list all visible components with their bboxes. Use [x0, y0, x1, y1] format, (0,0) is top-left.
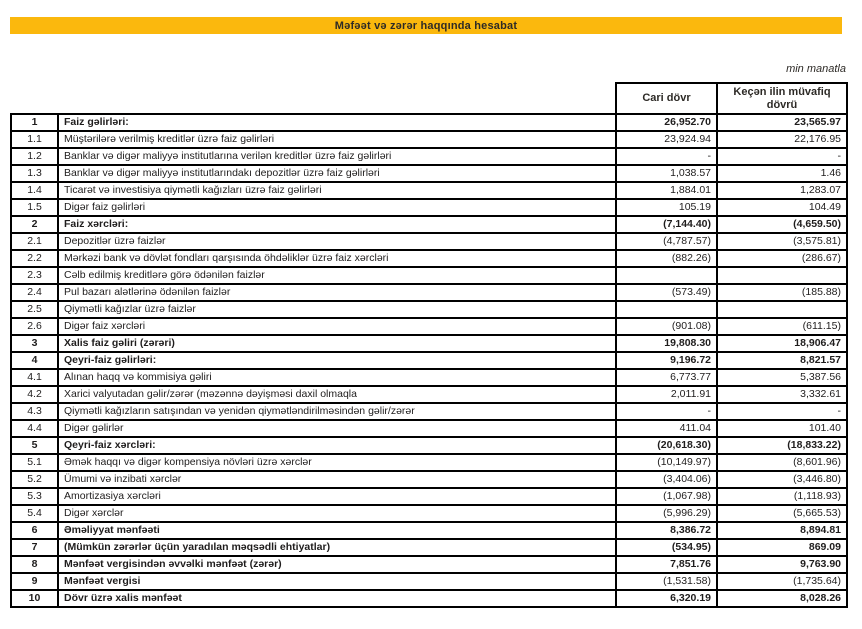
row-value-previous-cell: (5,665.53): [717, 505, 847, 522]
row-value-previous-cell: 8,821.57: [717, 352, 847, 369]
table-row: [11, 454, 847, 471]
row-value-current-cell: 105.19: [616, 199, 717, 216]
table-row: [11, 131, 847, 148]
row-number-cell: 2: [11, 216, 58, 233]
row-number-cell: 3: [11, 335, 58, 352]
table-body: [11, 114, 847, 607]
row-value-current-cell: -: [616, 148, 717, 165]
table-row: [11, 437, 847, 454]
row-value-current-cell: 26,952.70: [616, 114, 717, 131]
row-value-current-cell: (901.08): [616, 318, 717, 335]
row-number-cell: 2.3: [11, 267, 58, 284]
table-row: [11, 522, 847, 539]
row-number-cell: 2.1: [11, 233, 58, 250]
row-number-cell: 9: [11, 573, 58, 590]
row-label-cell: Əməliyyat mənfəəti: [58, 522, 616, 539]
row-value-current-cell: (7,144.40): [616, 216, 717, 233]
table-row: [11, 352, 847, 369]
table-row: [11, 369, 847, 386]
row-value-previous-cell: 5,387.56: [717, 369, 847, 386]
row-label-cell: Amortizasiya xərcləri: [58, 488, 616, 505]
table-row: [11, 556, 847, 573]
pnl-table: [10, 82, 848, 608]
row-number-cell: 2.4: [11, 284, 58, 301]
row-label-cell: Mənfəət vergisindən əvvəlki mənfəət (zərər): [58, 556, 616, 573]
row-value-previous-cell: (1,118.93): [717, 488, 847, 505]
row-number-cell: 5.1: [11, 454, 58, 471]
header-spacer-label: [58, 83, 616, 114]
row-value-current-cell: (1,067.98): [616, 488, 717, 505]
row-value-previous-cell: 101.40: [717, 420, 847, 437]
table-row: [11, 233, 847, 250]
table-row: [11, 386, 847, 403]
table-row: [11, 148, 847, 165]
row-value-previous-cell: 8,028.26: [717, 590, 847, 607]
row-label-cell: Cəlb edilmiş kreditlərə görə ödənilən faizlər: [58, 267, 616, 284]
row-value-current-cell: 1,884.01: [616, 182, 717, 199]
row-label-cell: Depozitlər üzrə faizlər: [58, 233, 616, 250]
row-value-previous-cell: (286.67): [717, 250, 847, 267]
row-number-cell: 2.5: [11, 301, 58, 318]
row-label-cell: Xalis faiz gəliri (zərəri): [58, 335, 616, 352]
row-value-current-cell: (5,996.29): [616, 505, 717, 522]
row-value-previous-cell: (4,659.50): [717, 216, 847, 233]
row-value-previous-cell: 1,283.07: [717, 182, 847, 199]
row-number-cell: 1: [11, 114, 58, 131]
row-label-cell: Faiz xərcləri:: [58, 216, 616, 233]
table-row: [11, 301, 847, 318]
row-value-current-cell: 2,011.91: [616, 386, 717, 403]
row-value-previous-cell: 8,894.81: [717, 522, 847, 539]
row-value-previous-cell: (1,735.64): [717, 573, 847, 590]
row-value-current-cell: -: [616, 403, 717, 420]
row-label-cell: Mərkəzi bank və dövlət fondları qarşısında öhdəliklər üzrə faiz xərcləri: [58, 250, 616, 267]
row-value-previous-cell: 23,565.97: [717, 114, 847, 131]
row-value-previous-cell: 1.46: [717, 165, 847, 182]
table-header-row: [11, 83, 847, 114]
row-value-current-cell: 8,386.72: [616, 522, 717, 539]
row-number-cell: 4.3: [11, 403, 58, 420]
row-value-previous-cell: [717, 267, 847, 284]
row-value-current-cell: 6,320.19: [616, 590, 717, 607]
row-number-cell: 2.6: [11, 318, 58, 335]
row-value-previous-cell: 869.09: [717, 539, 847, 556]
row-value-previous-cell: (3,446.80): [717, 471, 847, 488]
table-row: [11, 590, 847, 607]
table-row: [11, 318, 847, 335]
row-label-cell: Faiz gəlirləri:: [58, 114, 616, 131]
row-number-cell: 5.4: [11, 505, 58, 522]
row-number-cell: 2.2: [11, 250, 58, 267]
row-value-current-cell: (4,787.57): [616, 233, 717, 250]
row-label-cell: Digər faiz gəlirləri: [58, 199, 616, 216]
row-value-previous-cell: (185.88): [717, 284, 847, 301]
row-value-current-cell: (1,531.58): [616, 573, 717, 590]
row-value-previous-cell: 22,176.95: [717, 131, 847, 148]
row-label-cell: Qeyri-faiz xərcləri:: [58, 437, 616, 454]
row-number-cell: 7: [11, 539, 58, 556]
column-header-current-period: Cari dövr: [616, 83, 717, 114]
column-header-previous-period: Keçən ilin müvafiq dövrü: [717, 83, 847, 114]
row-value-current-cell: 6,773.77: [616, 369, 717, 386]
row-value-current-cell: (3,404.06): [616, 471, 717, 488]
row-value-current-cell: (573.49): [616, 284, 717, 301]
row-label-cell: Banklar və digər maliyyə institutlarındakı depozitlər üzrə faiz gəlirləri: [58, 165, 616, 182]
row-value-current-cell: (10,149.97): [616, 454, 717, 471]
table-row: [11, 267, 847, 284]
row-number-cell: 5.3: [11, 488, 58, 505]
row-value-current-cell: (20,618.30): [616, 437, 717, 454]
row-value-previous-cell: 104.49: [717, 199, 847, 216]
row-value-previous-cell: -: [717, 148, 847, 165]
row-value-current-cell: 23,924.94: [616, 131, 717, 148]
report-title-bar: [10, 17, 842, 34]
row-label-cell: Dövr üzrə xalis mənfəət: [58, 590, 616, 607]
row-label-cell: Digər xərclər: [58, 505, 616, 522]
row-number-cell: 1.2: [11, 148, 58, 165]
row-label-cell: Ticarət və investisiya qiymətli kağızları üzrə faiz gəlirləri: [58, 182, 616, 199]
row-value-current-cell: 19,808.30: [616, 335, 717, 352]
row-value-current-cell: 411.04: [616, 420, 717, 437]
row-number-cell: 1.3: [11, 165, 58, 182]
row-value-current-cell: [616, 267, 717, 284]
row-value-previous-cell: (18,833.22): [717, 437, 847, 454]
row-value-previous-cell: 18,906.47: [717, 335, 847, 352]
table-row: [11, 165, 847, 182]
table-row: [11, 488, 847, 505]
row-number-cell: 5.2: [11, 471, 58, 488]
report-title: Məfəət və zərər haqqında hesabat: [334, 19, 518, 32]
row-number-cell: 1.1: [11, 131, 58, 148]
table-row: [11, 471, 847, 488]
row-number-cell: 1.5: [11, 199, 58, 216]
row-number-cell: 5: [11, 437, 58, 454]
row-label-cell: Ümumi və inzibati xərclər: [58, 471, 616, 488]
table-row: [11, 573, 847, 590]
row-value-previous-cell: 9,763.90: [717, 556, 847, 573]
table-row: [11, 420, 847, 437]
row-value-current-cell: (882.26): [616, 250, 717, 267]
row-label-cell: Banklar və digər maliyyə institutlarına verilən kreditlər üzrə faiz gəlirləri: [58, 148, 616, 165]
unit-note: min manatla: [786, 63, 846, 75]
row-value-previous-cell: (3,575.81): [717, 233, 847, 250]
row-label-cell: Qiymətli kağızların satışından və yenidən qiymətləndirilməsindən gəlir/zərər: [58, 403, 616, 420]
row-number-cell: 4.2: [11, 386, 58, 403]
table-row: [11, 182, 847, 199]
table-row: [11, 216, 847, 233]
row-label-cell: Müştərilərə verilmiş kreditlər üzrə faiz gəlirləri: [58, 131, 616, 148]
row-value-previous-cell: [717, 301, 847, 318]
row-value-current-cell: 7,851.76: [616, 556, 717, 573]
table-row: [11, 335, 847, 352]
row-label-cell: Alınan haqq və kommisiya gəliri: [58, 369, 616, 386]
row-number-cell: 4.1: [11, 369, 58, 386]
row-value-current-cell: (534.95): [616, 539, 717, 556]
row-value-previous-cell: (611.15): [717, 318, 847, 335]
row-value-current-cell: [616, 301, 717, 318]
row-label-cell: Digər gəlirlər: [58, 420, 616, 437]
row-value-previous-cell: 3,332.61: [717, 386, 847, 403]
row-label-cell: Qeyri-faiz gəlirləri:: [58, 352, 616, 369]
row-value-current-cell: 9,196.72: [616, 352, 717, 369]
row-label-cell: Xarici valyutadan gəlir/zərər (məzənnə dəyişməsi daxil olmaqla: [58, 386, 616, 403]
row-label-cell: Pul bazarı alətlərinə ödənilən faizlər: [58, 284, 616, 301]
row-label-cell: Əmək haqqı və digər kompensiya növləri üzrə xərclər: [58, 454, 616, 471]
row-number-cell: 10: [11, 590, 58, 607]
row-value-current-cell: 1,038.57: [616, 165, 717, 182]
table-row: [11, 539, 847, 556]
row-number-cell: 4: [11, 352, 58, 369]
row-number-cell: 8: [11, 556, 58, 573]
table-row: [11, 114, 847, 131]
table-row: [11, 250, 847, 267]
table-row: [11, 505, 847, 522]
row-value-previous-cell: -: [717, 403, 847, 420]
row-label-cell: Qiymətli kağızlar üzrə faizlər: [58, 301, 616, 318]
table-row: [11, 403, 847, 420]
row-number-cell: 4.4: [11, 420, 58, 437]
table-row: [11, 199, 847, 216]
row-label-cell: (Mümkün zərərlər üçün yaradılan məqsədli ehtiyatlar): [58, 539, 616, 556]
row-label-cell: Mənfəət vergisi: [58, 573, 616, 590]
row-number-cell: 6: [11, 522, 58, 539]
table-row: [11, 284, 847, 301]
row-number-cell: 1.4: [11, 182, 58, 199]
header-spacer-number: [11, 83, 58, 114]
row-value-previous-cell: (8,601.96): [717, 454, 847, 471]
row-label-cell: Digər faiz xərcləri: [58, 318, 616, 335]
